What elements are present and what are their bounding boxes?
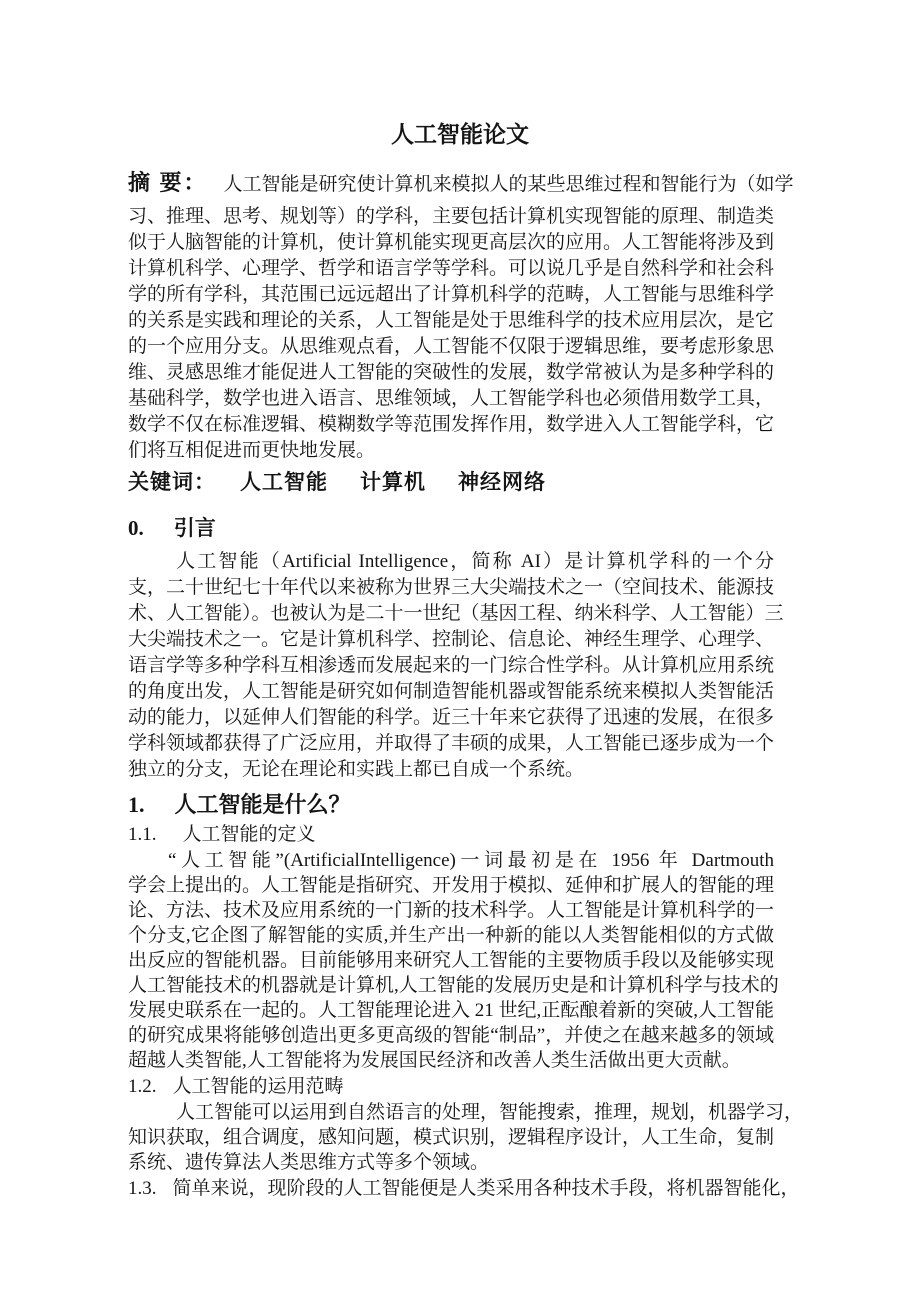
paragraph-line: 术、人工智能）。也被认为是二十一世纪（基因工程、纳米科学、人工智能）三 (128, 603, 784, 624)
subsection-1-3-number: 1.3. (128, 1178, 157, 1199)
keyword-item: 人工智能 (240, 470, 328, 494)
subsection-1-2-heading (128, 1073, 774, 1100)
abstract-line: 们将互相促进而更快地发展。 (128, 440, 376, 461)
paragraph-line: 学科领域都获得了广泛应用，并取得了丰硕的成果，人工智能已逐步成为一个 (128, 733, 775, 754)
abstract-line: 似于人脑智能的计算机，使计算机能实现更高层次的应用。人工智能将涉及到 (128, 232, 775, 253)
paragraph-line: 知识获取，组合调度，感知问题，模式识别，逻辑程序设计，人工生命，复制 (128, 1127, 775, 1148)
keywords-line (128, 467, 774, 497)
keywords-label: 关键词： (128, 470, 216, 494)
section-0-number: 0. (128, 516, 144, 540)
paragraph-line: 人工智能（Artificial Intelligence，简称 AI）是计算机学科的一个分 (176, 551, 774, 572)
paragraph-line: 独立的分支，无论在理论和实践上都已自成一个系统。 (128, 759, 585, 780)
paragraph-line: 语言学等多种学科互相渗透而发展起来的一门综合性学科。从计算机应用系统 (128, 655, 775, 676)
subsection-1-2-title: 人工智能的运用范畴 (172, 1076, 344, 1097)
section-1-title: 人工智能是什么？ (174, 792, 351, 817)
paragraph-line: 的研究成果将能够创造出更多更高级的智能“制品”，并使之在越来越多的领域 (128, 1025, 774, 1046)
paragraph-line: 支，二十世纪七十年代以来被称为世界三大尖端技术之一（空间技术、能源技 (128, 577, 775, 598)
paragraph-line: 的角度出发，人工智能是研究如何制造智能机器或智能系统来模拟人类智能活 (128, 681, 775, 702)
paragraph-line: 发展史联系在一起的。人工智能理论进入 21 世纪,正酝酿着新的突破,人工智能 (128, 1000, 775, 1021)
section-1-heading (128, 789, 774, 821)
abstract-paragraph (128, 168, 794, 464)
abstract-first-text: 人工智能是研究使计算机来模拟人的某些思维过程和智能行为（如学 (223, 174, 794, 195)
abstract-line: 的一个应用分支。从思维观点看，人工智能不仅限于逻辑思维，要考虑形象思 (128, 336, 775, 357)
abstract-line: 维、灵感思维才能促进人工智能的突破性的发展，数学常被认为是多种学科的 (128, 362, 775, 383)
paragraph-line: 大尖端技术之一。它是计算机科学、控制论、信息论、神经生理学、心理学、 (128, 629, 775, 650)
paragraph-line: 超越人类智能,人工智能将为发展国民经济和改善人类生活做出更大贡献。 (128, 1050, 741, 1071)
paragraph-line: 出反应的智能机器。目前能够用来研究人工智能的主要物质手段以及能够实现 (128, 950, 775, 971)
section-0-heading (128, 513, 774, 543)
subsection-1-2-number: 1.2. (128, 1076, 157, 1097)
paragraph-line: 人工智能可以运用到自然语言的处理，智能搜索，推理，规划，机器学习， (176, 1102, 804, 1123)
subsection-1-1-paragraph (128, 848, 779, 1073)
subsection-1-3-text: 简单来说，现阶段的人工智能便是人类采用各种技术手段，将机器智能化， (172, 1178, 800, 1199)
abstract-line: 计算机科学、心理学、哲学和语言学等学科。可以说几乎是自然科学和社会科 (128, 258, 775, 279)
document-body (128, 168, 804, 1202)
abstract-line: 的关系是实践和理论的关系，人工智能是处于思维科学的技术应用层次，是它 (128, 310, 775, 331)
document-title: 人工智能论文 (391, 122, 529, 147)
subsection-1-3-line (128, 1175, 800, 1202)
subsection-1-1-number: 1.1. (128, 824, 157, 845)
abstract-first-line (128, 168, 794, 200)
abstract-line: 基础科学，数学也进入语言、思维领域，人工智能学科也必须借用数学工具， (128, 388, 775, 409)
paragraph-line: 人工智能技术的机器就是计算机,人工智能的发展历史是和计算机科学与技术的 (128, 975, 779, 996)
section-1-number: 1. (128, 792, 145, 817)
paragraph-line: 个分支,它企图了解智能的实质,并生产出一种新的能以人类智能相似的方式做 (128, 925, 774, 946)
abstract-line: 学的所有学科，其范围已远远超出了计算机科学的范畴，人工智能与思维科学 (128, 284, 775, 305)
subsection-1-1-title: 人工智能的定义 (182, 824, 316, 845)
abstract-line: 习、推理、思考、规划等）的学科，主要包括计算机实现智能的原理、制造类 (128, 206, 775, 227)
subsection-1-1-heading (128, 821, 774, 848)
section-0-title: 引言 (173, 516, 216, 540)
paragraph-line: “人工智能”(ArtificialIntelligence)一词最初是在 1956 年 Dartmouth (168, 850, 774, 871)
abstract-label: 摘 要： (128, 170, 208, 195)
paragraph-line: 系统、遗传算法人类思维方式等多个领域。 (128, 1152, 490, 1173)
paragraph-line: 论、方法、技术及应用系统的一门新的技术科学。人工智能是计算机科学的一 (128, 900, 775, 921)
subsection-1-2-paragraph (128, 1100, 804, 1175)
paragraph-line: 动的能力，以延伸人们智能的科学。近三十年来它获得了迅速的发展，在很多 (128, 707, 775, 728)
abstract-line: 数学不仅在标准逻辑、模糊数学等范围发挥作用，数学进入人工智能学科，它 (128, 414, 775, 435)
keyword-item: 神经网络 (458, 470, 546, 494)
paragraph-line: 学会上提出的。人工智能是指研究、开发用于模拟、延伸和扩展人的智能的理 (128, 875, 775, 896)
keyword-item: 计算机 (360, 470, 426, 494)
section-0-paragraph (128, 549, 784, 783)
